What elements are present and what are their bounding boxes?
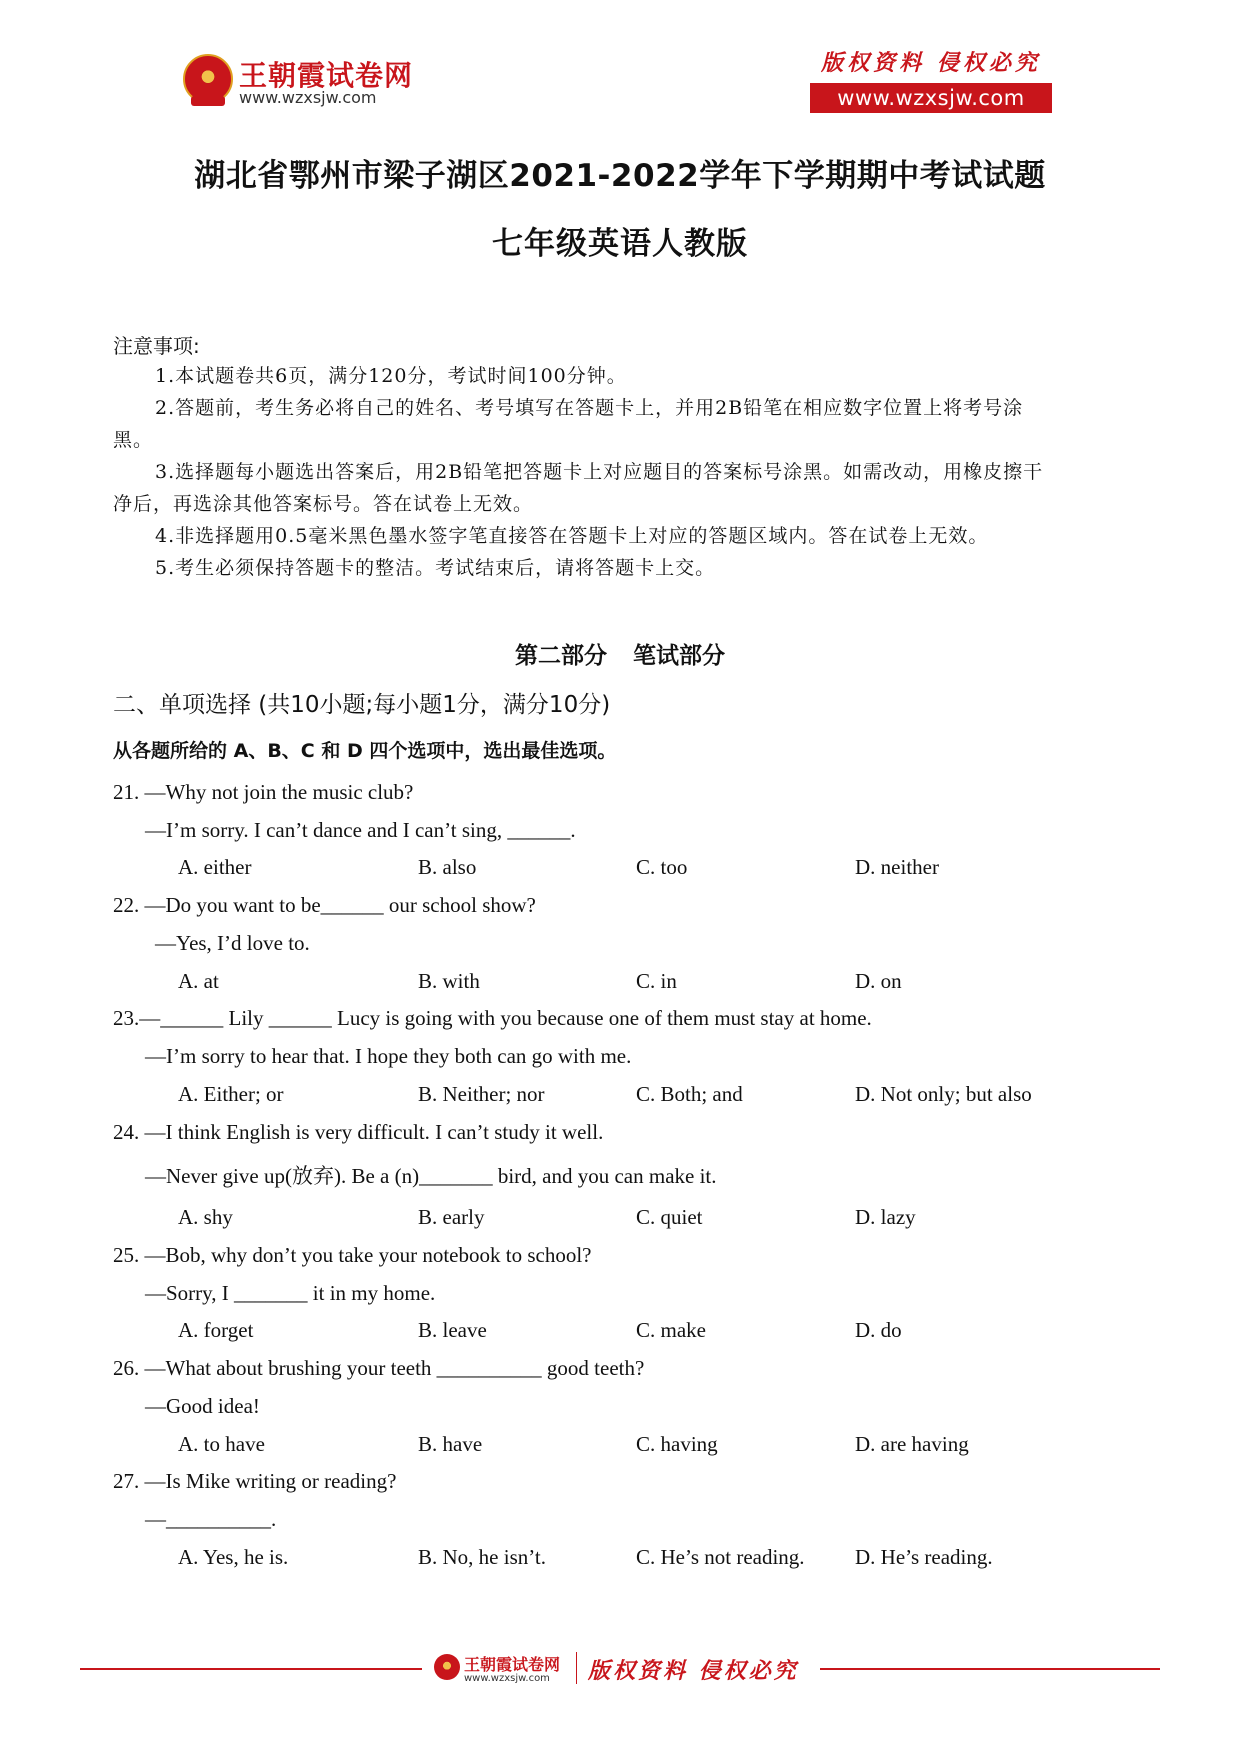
footer-copyright: 版权资料 侵权必究 <box>588 1658 799 1684</box>
notice-heading: 注意事项: <box>113 334 200 358</box>
option-24-a: A. shy <box>178 1205 233 1229</box>
option-22-b: B. with <box>418 969 480 993</box>
option-22-c: C. in <box>636 969 677 993</box>
footer-logo-url: www.wzxsjw.com <box>464 1673 550 1684</box>
answer-23: —I’m sorry to hear that. I hope they both can go with me. <box>145 1044 632 1068</box>
answer-27: —__________. <box>145 1507 277 1531</box>
notice-line-1: 1.本试题卷共6页，满分120分，考试时间100分钟。 <box>155 365 627 387</box>
copyright-notice: 版权资料 侵权必究 <box>821 50 1041 76</box>
footer-rule-left <box>80 1668 422 1670</box>
answer-21: —I’m sorry. I can’t dance and I can’t sing, ______. <box>145 818 576 842</box>
answer-26: —Good idea! <box>145 1394 260 1418</box>
logo-url: www.wzxsjw.com <box>239 88 377 107</box>
notice-line-3: 3.选择题每小题选出答案后，用2B铅笔把答题卡上对应题目的答案标号涂黑。如需改动，用橡皮擦干 <box>155 461 1044 483</box>
question-27: 27. —Is Mike writing or reading? <box>113 1469 397 1493</box>
notice-line-5: 5.考生必须保持答题卡的整洁。考试结束后，请将答题卡上交。 <box>155 557 716 579</box>
option-21-c: C. too <box>636 855 688 879</box>
option-27-a: A. Yes, he is. <box>178 1545 289 1569</box>
option-25-a: A. forget <box>178 1318 254 1342</box>
option-24-c: C. quiet <box>636 1205 703 1229</box>
logo-title: 王朝霞试卷网 <box>239 59 414 92</box>
answer-24: —Never give up(放弃). Be a (n)_______ bird, and you can make it. <box>145 1164 717 1188</box>
instruction: 从各题所给的 A、B、C 和 D 四个选项中，选出最佳选项。 <box>113 740 617 762</box>
option-27-b: B. No, he isn’t. <box>418 1545 546 1569</box>
option-21-b: B. also <box>418 855 477 879</box>
option-21-a: A. either <box>178 855 252 879</box>
question-22: 22. —Do you want to be______ our school show? <box>113 893 536 917</box>
answer-22: —Yes, I’d love to. <box>155 931 310 955</box>
footer-logo-title: 王朝霞试卷网 <box>464 1655 561 1674</box>
option-23-c: C. Both; and <box>636 1082 743 1106</box>
part-heading: 二、单项选择 (共10小题;每小题1分，满分10分) <box>113 692 611 718</box>
option-25-b: B. leave <box>418 1318 487 1342</box>
option-24-d: D. lazy <box>855 1205 916 1229</box>
option-23-a: A. Either; or <box>178 1082 284 1106</box>
option-23-d: D. Not only; but also <box>855 1082 1032 1106</box>
notice-line-2: 2.答题前，考生务必将自己的姓名、考号填写在答题卡上，并用2B铅笔在相应数字位置上将考号涂 <box>155 397 1024 419</box>
section-heading: 第二部分 笔试部分 <box>514 643 725 669</box>
option-26-d: D. are having <box>855 1432 969 1456</box>
option-22-a: A. at <box>178 969 219 993</box>
option-26-b: B. have <box>418 1432 483 1456</box>
question-21: 21. —Why not join the music club? <box>113 780 414 804</box>
option-25-d: D. do <box>855 1318 902 1342</box>
seal-icon <box>183 54 233 104</box>
question-25: 25. —Bob, why don’t you take your notebook to school? <box>113 1243 592 1267</box>
notice-line-4: 4.非选择题用0.5毫米黑色墨水签字笔直接答在答题卡上对应的答题区域内。答在试卷上无效。 <box>155 525 989 547</box>
site-url-link[interactable]: www.wzxsjw.com <box>810 83 1052 113</box>
site-logo[interactable] <box>183 52 423 112</box>
question-24: 24. —I think English is very difficult. I can’t study it well. <box>113 1120 604 1144</box>
option-27-d: D. He’s reading. <box>855 1545 993 1569</box>
exam-subtitle: 七年级英语人教版 <box>492 226 748 262</box>
question-23: 23.—______ Lily ______ Lucy is going with you because one of them must stay at home. <box>113 1006 872 1030</box>
option-21-d: D. neither <box>855 855 939 879</box>
notice-line-3-cont: 净后，再选涂其他答案标号。答在试卷上无效。 <box>113 493 534 515</box>
footer-divider <box>576 1652 577 1684</box>
option-22-d: D. on <box>855 969 902 993</box>
header-copyright-block <box>810 46 1052 113</box>
option-25-c: C. make <box>636 1318 706 1342</box>
footer-rule-right <box>820 1668 1160 1670</box>
exam-title: 湖北省鄂州市梁子湖区2021-2022学年下学期期中考试试题 <box>194 158 1046 194</box>
option-24-b: B. early <box>418 1205 485 1229</box>
option-26-a: A. to have <box>178 1432 265 1456</box>
seal-icon <box>434 1654 460 1680</box>
notice-line-2-cont: 黑。 <box>113 429 154 451</box>
option-26-c: C. having <box>636 1432 718 1456</box>
answer-25: —Sorry, I _______ it in my home. <box>145 1281 436 1305</box>
question-26: 26. —What about brushing your teeth __________ good teeth? <box>113 1356 645 1380</box>
option-23-b: B. Neither; nor <box>418 1082 545 1106</box>
option-27-c: C. He’s not reading. <box>636 1545 805 1569</box>
